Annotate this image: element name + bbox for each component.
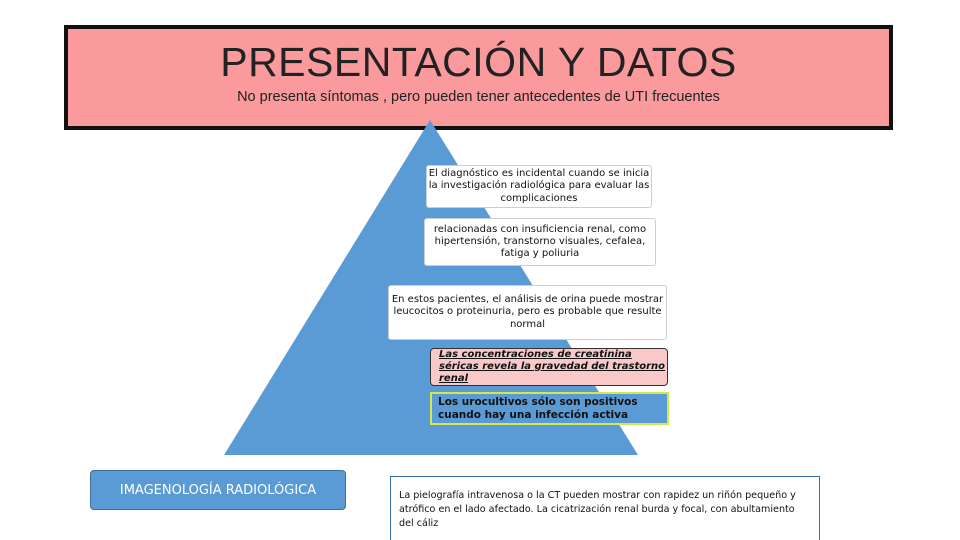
pyramid-level-5: Los urocultivos sólo son positivos cuando hay una infección activa bbox=[430, 392, 669, 425]
pyramid-level-4: Las concentraciones de creatinina séricas revela la gravedad del trastorno renal bbox=[430, 348, 668, 386]
pyramid-level-2: relacionadas con insuficiencia renal, como hipertensión, transtorno visuales, cefalea, fatiga y poliuria bbox=[424, 218, 656, 266]
imaging-description: La pielografía intravenosa o la CT pueden mostrar con rapidez un riñón pequeño y atrófico en el lado afectado. La cicatrización renal burda y focal, con abultamiento del cáliz bbox=[390, 476, 820, 540]
pyramid-level-1: El diagnóstico es incidental cuando se inicia la investigación radiológica para evaluar las complicaciones bbox=[426, 165, 652, 208]
imaging-label: IMAGENOLOGÍA RADIOLÓGICA bbox=[90, 470, 346, 510]
page-title: PRESENTACIÓN Y DATOS bbox=[220, 39, 737, 85]
pyramid-level-3: En estos pacientes, el análisis de orina puede mostrar leucocitos o proteinuria, pero es probable que resulte normal bbox=[388, 285, 667, 340]
page-subtitle: No presenta síntomas , pero pueden tener antecedentes de UTI frecuentes bbox=[237, 89, 720, 105]
